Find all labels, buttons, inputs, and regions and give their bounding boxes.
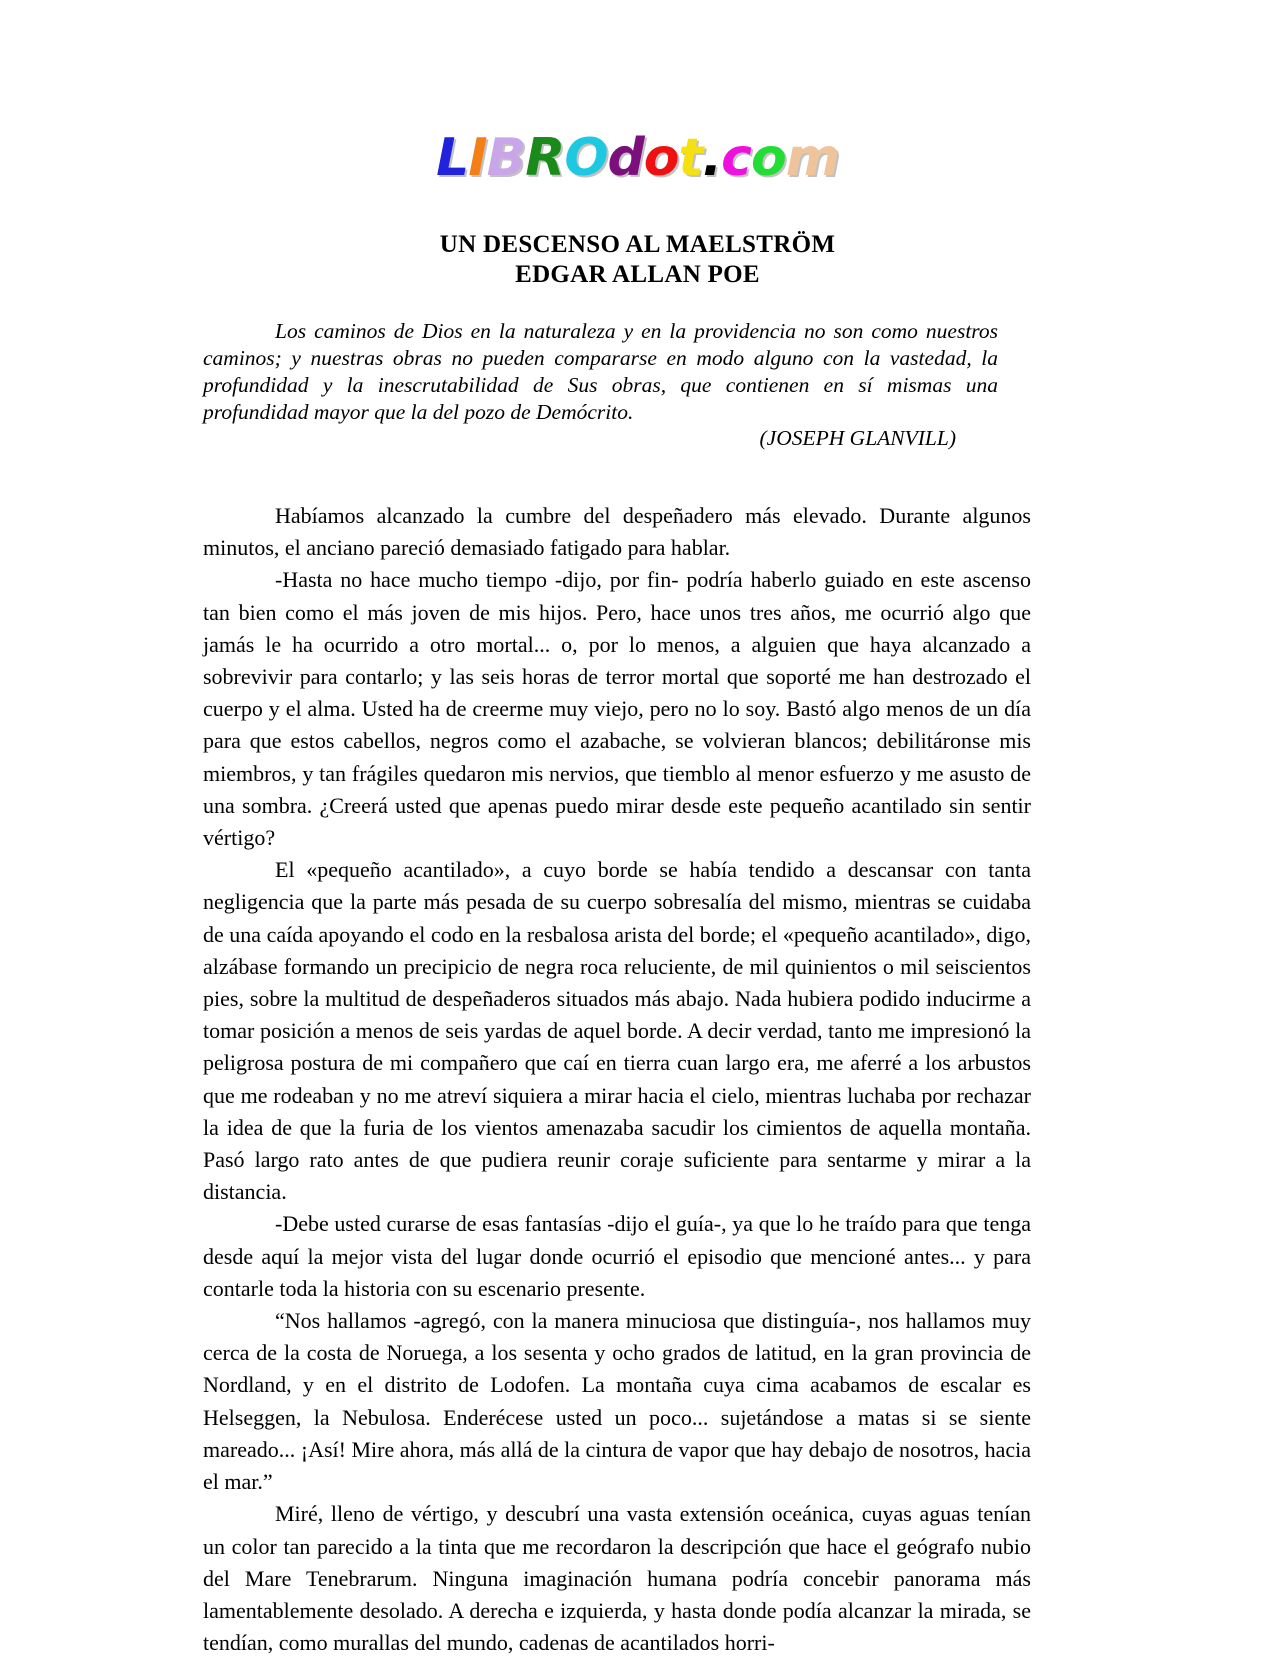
logo-letter-3: R	[525, 128, 565, 188]
page-title: UN DESCENSO AL MAELSTRÖM	[439, 231, 836, 258]
body-text	[203, 500, 1031, 1659]
logo-letter-7: t	[678, 128, 703, 188]
epigraph-text: Los caminos de Dios en la naturaleza y en la providencia no son como nuestros caminos; y nuestras obras no pueden compararse en modo alguno con la vastedad, la profundidad y la inescrutabilidad de Sus obras, que contienen en sí mismas una profundidad mayor que la del pozo de Demócrito.	[203, 319, 998, 424]
body-paragraph: Habíamos alcanzado la cumbre del despeñadero más elevado. Durante algunos minutos, el anciano pareció demasiado fatigado para hablar.	[203, 503, 1031, 561]
librodot-logo	[436, 128, 839, 188]
logo-letter-2: B	[486, 128, 526, 188]
epigraph-source: (JOSEPH GLANVILL)	[759, 426, 956, 450]
logo-letter-9: c	[721, 128, 751, 188]
logo-letter-5: d	[607, 128, 644, 188]
title-block	[0, 230, 1275, 290]
body-paragraph: El «pequeño acantilado», a cuyo borde se había tendido a descansar con tanta negligencia que la parte más pesada de su cuerpo sobresalía del mismo, mientras se cuidaba de una caída apoyando el codo en la resbalosa arista del borde; el «pequeño acantilado», digo, alzábase formando un precipicio de negra roca reluciente, de mil quinientos o mil seiscientos pies, sobre la multitud de despeñaderos situados más abajo. Nada hubiera podido inducirme a tomar posición a menos de seis yardas de aquel borde. A decir verdad, tanto me impresionó la peligrosa postura de mi compañero que caí en tierra cuan largo era, me aferré a los arbustos que me rodeaban y no me atreví siquiera a mirar hacia el cielo, mientras luchaba por rechazar la idea de que la furia de los vientos amenazaba sacudir los cimientos de aquella montaña. Pasó largo rato antes de que pudiera reunir coraje suficiente para sentarme y mirar a la distancia.	[203, 857, 1031, 1205]
logo-letter-1: I	[468, 128, 487, 188]
body-paragraph: -Debe usted curarse de esas fantasías -dijo el guía-, ya que lo he traído para que tenga desde aquí la mejor vista del lugar donde ocurrió el episodio que mencioné antes... y para contarle toda la historia con su escenario presente.	[203, 1211, 1031, 1301]
logo-letter-8: .	[702, 128, 722, 188]
logo-letter-6: o	[643, 128, 679, 188]
body-paragraph: -Hasta no hace mucho tiempo -dijo, por fin- podría haberlo guiado en este ascenso tan bien como el más joven de mis hijos. Pero, hace unos tres años, me ocurrió algo que jamás le ha ocurrido a otro mortal... o, por lo menos, a alguien que haya alcanzado a sobrevivir para contarlo; y las seis horas de terror mortal que soporté me han destrozado el cuerpo y el alma. Usted ha de creerme muy viejo, pero no lo soy. Bastó algo menos de un día para que estos cabellos, negros como el azabache, se volvieran blancos; debilitáronse mis miembros, y tan frágiles quedaron mis nervios, que tiemblo al menor esfuerzo y me asusto de una sombra. ¿Creerá usted que apenas puedo mirar desde este pequeño acantilado sin sentir vértigo?	[203, 567, 1031, 851]
body-paragraph: “Nos hallamos -agregó, con la manera minuciosa que distinguía-, nos hallamos muy cerca de la costa de Noruega, a los sesenta y ocho grados de latitud, en la gran provincia de Nordland, y en el distrito de Lodofen. La montaña cuya cima acabamos de escalar es Helseggen, la Nebulosa. Enderécese usted un poco... sujetándose a matas si se siente mareado... ¡Así! Mire ahora, más allá de la cintura de vapor que hay debajo de nosotros, hacia el mar.”	[203, 1308, 1031, 1495]
site-logo	[0, 128, 1275, 188]
logo-letter-11: m	[785, 128, 839, 188]
logo-letter-0: L	[436, 128, 469, 188]
logo-letter-10: o	[750, 128, 786, 188]
logo-letter-4: O	[564, 128, 608, 188]
author-name: EDGAR ALLAN POE	[515, 261, 760, 288]
body-paragraph: Miré, lleno de vértigo, y descubrí una vasta extensión oceánica, cuyas aguas tenían un color tan parecido a la tinta que me recordaron la descripción que hace el geógrafo nubio del Mare Tenebrarum. Ninguna imaginación humana podría concebir panorama más lamentablemente desolado. A derecha e izquierda, y hasta donde podía alcanzar la mirada, se tendían, como murallas del mundo, cadenas de acantilados horri-	[203, 1501, 1031, 1656]
